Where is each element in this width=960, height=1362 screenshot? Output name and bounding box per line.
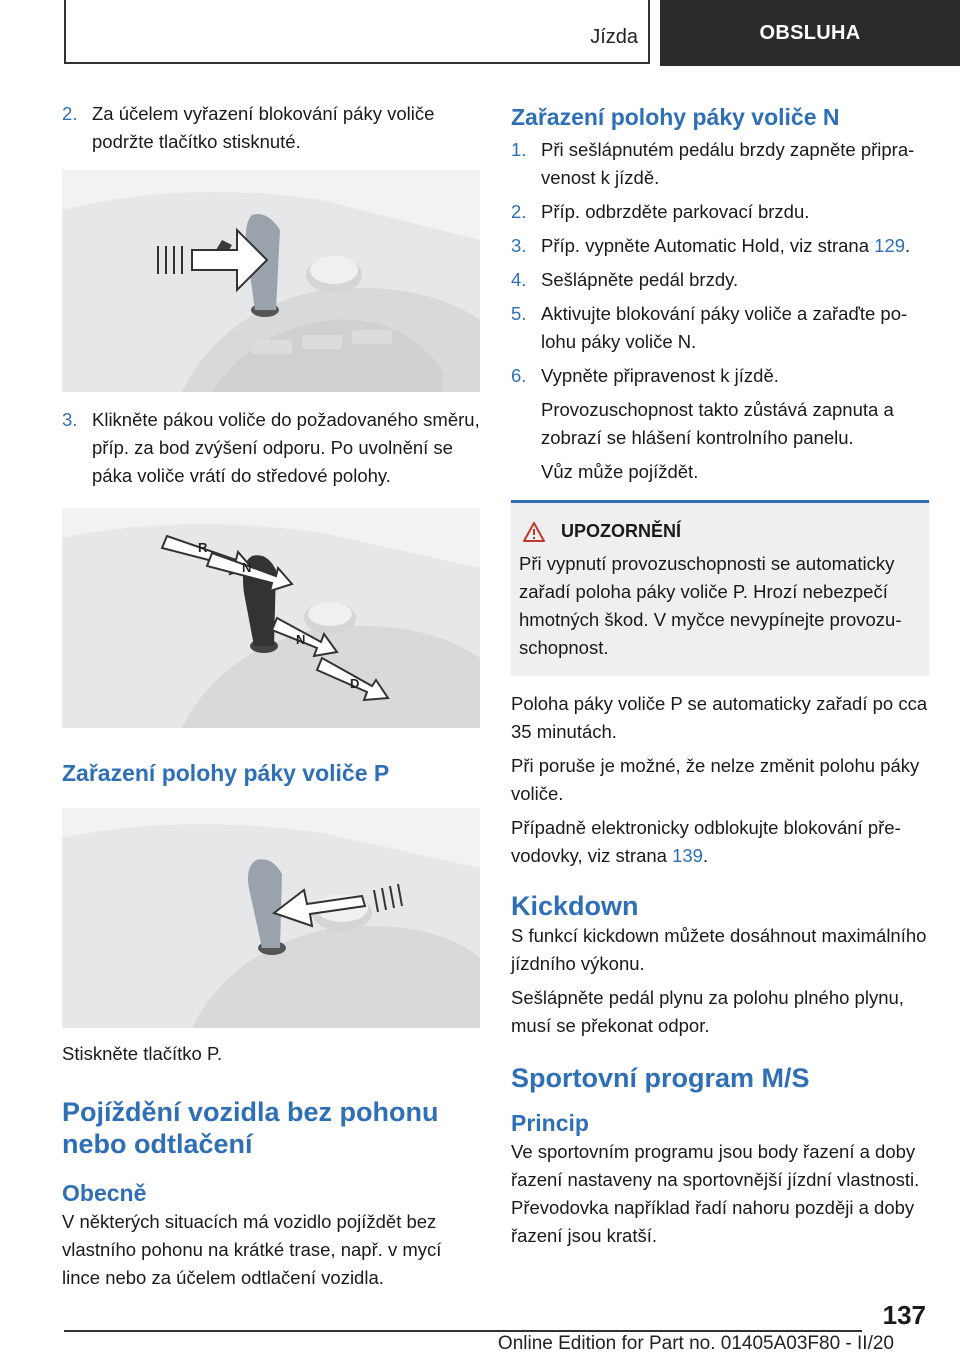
heading-sport-program: Sportovní program M/S [511,1063,810,1093]
step-text: Klikněte pákou voliče do požadovaného směru, příp. za bod zvýšení odporu. Po uvolnění se páka voliče vrátí do středové polohy. [92,409,480,486]
principle-text: Ve sportovním programu jsou body řazení a doby řazení nastaveny na sportovnější jízdní vlastnosti. Převodovka například řadí nahoru později a doby řazení jsou kratší. [511,1141,920,1246]
kickdown-text-2: Sešlápněte pedál plynu za polohu plného plynu, musí se překonat odpor. [511,987,904,1036]
heading-towing: Pojíždění vozidla bez pohonu nebo odtlačení [62,1097,439,1159]
diagram-label-r: R [198,540,208,555]
warning-triangle-icon [523,522,545,542]
warning-header [519,521,919,542]
step-2-left [62,100,480,156]
page-link-139[interactable]: 139 [672,845,703,866]
step-2-right [511,198,929,226]
step-text-end: . [905,235,911,256]
heading-kickdown: Kickdown [511,891,639,921]
header-section-title: Jízda [590,26,638,48]
footer-rule [64,1330,862,1332]
left-column [62,100,480,1298]
warning-title: UPOZORNĚNÍ [561,521,682,541]
step-number: 2. [62,103,78,124]
step-number: 6. [511,365,527,386]
step-text-part: Příp. vypněte Automatic Hold, viz strana [541,235,875,256]
step-text: Za účelem vyřazení blokování páky voliče podržte tlačítko stisknuté. [92,103,435,152]
step-6-note-2: Vůz může pojíždět. [541,461,699,482]
heading-principle: Princip [511,1110,589,1136]
right-column [511,100,929,1256]
footer-edition: Online Edition for Part no. 01405A03F80 - II/20 [497,1333,894,1354]
general-text: V některých situacích má vozidlo pojíždět bez vlastního pohonu na krátké trase, např. v mycí lince nebo za účelem odtlačení vozidla. [62,1211,442,1288]
step-number: 1. [511,139,527,160]
step-number: 2. [511,201,527,222]
step-text: Sešlápněte pedál brzdy. [541,269,739,290]
step-text: Vypněte připravenost k jízdě. [541,365,779,386]
step-5-right [511,300,929,356]
diagram-label-d: D [350,676,360,691]
fault-text: Při poruše je možné, že nelze změnit polohu páky voliče. [511,755,920,804]
unlock-text-end: . [702,845,709,866]
figure-park-button [62,808,480,1028]
park-caption: Stiskněte tlačítko P. [62,1043,223,1064]
page-number: 137 [882,1300,926,1330]
park-auto-text: Poloha páky voliče P se automaticky zařadí po cca 35 minutách. [511,693,928,742]
page-link-129[interactable]: 129 [874,235,906,256]
heading-park-position: Zařazení polohy páky voliče P [62,760,390,786]
warning-box [511,500,929,676]
heading-neutral-position: Zařazení polohy páky voliče N [511,104,840,130]
step-3-right [511,232,929,260]
header-chapter-tab: OBSLUHA [660,0,960,66]
unlock-text-part: Případně elektronicky odblokujte blokování převodovky, viz strana [511,817,901,866]
step-text [541,232,929,260]
diagram-label-n-top: N [242,560,252,575]
step-text: Příp. odbrzděte parkovací brzdu. [541,201,810,222]
step-3-left [62,406,480,490]
figure-selector-lever-unlock [62,170,480,392]
figure-selector-lever-positions [62,508,480,728]
kickdown-text-1: S funkcí kickdown můžete dosáhnout maximálního jízdního výkonu. [511,925,927,974]
step-text: Při sešlápnutém pedálu brzdy zapněte připravenost k jízdě. [541,139,915,188]
step-6-right [511,362,929,390]
step-number: 4. [511,269,527,290]
step-1-right [511,136,929,192]
warning-text: Při vypnutí provozuschopnosti se automaticky zařadí poloha páky voliče P. Hrozí nebezpečí hmotných škod. V myčce nevypínejte provozuschopnost. [519,553,902,658]
heading-general: Obecně [62,1180,147,1206]
step-6-note-1: Provozuschopnost takto zůstává zapnuta a zobrazí se hlášení kontrolního panelu. [541,399,894,448]
diagram-label-n-bottom: N [296,632,306,647]
step-text: Aktivujte blokování páky voliče a zařaďte polohu páky voliče N. [541,303,908,352]
unlock-text [511,814,929,870]
header-frame [64,0,650,64]
step-number: 3. [511,235,527,256]
step-number: 3. [62,409,78,430]
step-4-right [511,266,929,294]
step-number: 5. [511,303,527,324]
